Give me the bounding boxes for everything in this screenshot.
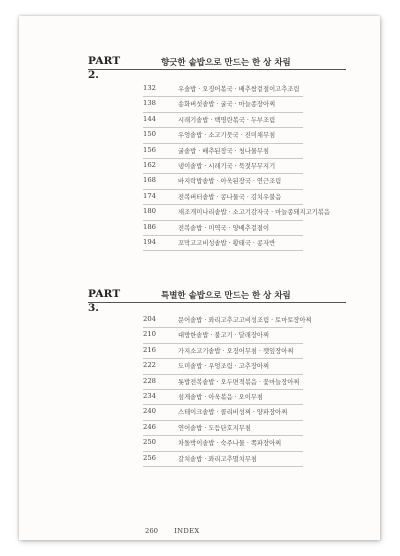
toc-page-number: 144 <box>143 114 156 123</box>
toc-page-number: 234 <box>143 391 156 400</box>
part-rule <box>88 69 346 70</box>
part-number: 3. <box>88 302 99 314</box>
toc-page-number: 222 <box>143 361 156 370</box>
toc-page-number: 186 <box>143 222 156 231</box>
toc-entry-title: 시래기솥밥 · 백명란볶국 · 두부조림 <box>178 116 276 124</box>
row-rule <box>143 250 303 251</box>
toc-page-number: 132 <box>143 84 156 92</box>
toc-row <box>143 174 303 189</box>
toc-page-number: 180 <box>143 207 156 216</box>
toc-page-number: 156 <box>143 145 156 154</box>
toc-entry-title: 문어솥밥 · 꽈리고추고고비성조림 · 토마토장아찌 <box>178 317 312 324</box>
toc-entry-title: 바지락밥솥밥 · 아욱된장국 · 연근조림 <box>178 178 282 186</box>
toc-page-number: 150 <box>143 130 156 139</box>
toc-page-number: 168 <box>143 176 156 185</box>
toc-entry-title: 냉이솥밥 · 시래기국 · 묵젓무무지기 <box>178 162 276 170</box>
part-rule <box>88 302 346 303</box>
toc-row <box>143 328 303 343</box>
toc-row <box>143 344 303 359</box>
toc-row <box>143 159 303 174</box>
toc-entry-title: 굴솥밥 · 배추된장국 · 청나물무침 <box>178 147 270 155</box>
toc-page-number: 194 <box>143 237 156 246</box>
toc-page-number: 204 <box>143 315 156 323</box>
toc-row <box>143 144 303 159</box>
toc-page-number: 162 <box>143 160 156 169</box>
part-title: 특별한 솥밥으로 만드는 한 상 차림 <box>161 291 291 301</box>
toc-page-number: 228 <box>143 376 156 385</box>
toc-entry-title: 톳밥전복솥밥 · 오두면적볶음 · 꽃마늘장아찌 <box>178 378 300 386</box>
toc-row <box>143 421 303 436</box>
part-3-toc <box>143 313 312 467</box>
toc-page-number: 250 <box>143 438 156 447</box>
toc-entry-title: 꼬막고고비성솥밥 · 황태국 · 콩자반 <box>178 239 276 247</box>
toc-page-number: 256 <box>143 453 156 462</box>
toc-page-number: 216 <box>143 345 156 354</box>
toc-row <box>143 113 303 128</box>
part-3-header <box>88 288 348 316</box>
toc-entry-title: 송화버섯솥밥 · 굴국 · 마늘종장아찌 <box>178 101 276 109</box>
toc-entry-title: 전복버터솥밥 · 콩나물국 · 김치우불음 <box>178 193 282 201</box>
toc-row <box>143 236 303 251</box>
toc-page-number: 240 <box>143 407 156 416</box>
toc-entry-title: 우엉솥밥 · 소고기뭇국 · 진미채무침 <box>178 132 276 140</box>
toc-entry-title: 우솔밥 · 오징어볶국 · 배추쌈겉절이고추조림 <box>178 86 300 93</box>
toc-page-number: 174 <box>143 191 156 200</box>
part-2-toc <box>143 82 330 251</box>
toc-row <box>143 390 303 405</box>
toc-page-number: 138 <box>143 99 156 108</box>
toc-row <box>143 221 303 236</box>
row-rule <box>143 466 303 467</box>
toc-entry-title: 스테이크솥밥 · 콜리비성찌 · 양파장아찌 <box>178 409 288 417</box>
toc-entry-title: 차돌박이솥밥 · 숙주나물 · 쪽파장아찌 <box>178 440 282 448</box>
toc-row <box>143 313 312 328</box>
toc-row <box>143 359 303 374</box>
toc-row <box>143 128 303 143</box>
toc-entry-title: 대방한솥밥 · 불고기 · 달래장아찌 <box>178 332 270 340</box>
toc-row <box>143 452 303 467</box>
footer-label: INDEX <box>174 527 200 535</box>
toc-row <box>143 375 303 390</box>
toc-entry-title: 섬게솥밥 · 아욱볶음 · 오이무침 <box>178 393 264 401</box>
toc-entry-title: 가지소고기솥밥 · 오징어무침 · 깻잎장아찌 <box>178 347 294 355</box>
part-number: 2. <box>88 69 99 81</box>
toc-page-number: 210 <box>143 330 156 339</box>
footer-page-number: 260 <box>145 527 158 535</box>
toc-row <box>143 82 303 97</box>
book-page <box>19 16 380 540</box>
toc-entry-title: 도미솥밥 · 우엉조림 · 고추장아찌 <box>178 363 270 371</box>
part-label: PART <box>88 288 121 300</box>
part-title: 향긋한 솥밥으로 만드는 한 상 차림 <box>161 58 291 68</box>
toc-entry-title: 전복솥밥 · 미역국 · 양배추겉절이 <box>178 224 270 232</box>
toc-entry-title: 갈치솥밥 · 꽈리고추멸치무침 <box>178 455 257 463</box>
toc-row <box>143 405 303 420</box>
toc-row <box>143 436 303 451</box>
toc-entry-title: 연어솥밥 · 도듬단호지무침 <box>178 424 251 432</box>
part-label: PART <box>88 55 121 67</box>
toc-page-number: 246 <box>143 422 156 431</box>
toc-row <box>143 97 303 112</box>
toc-row <box>143 190 303 205</box>
page-footer <box>145 527 200 535</box>
toc-row <box>143 205 330 220</box>
part-2-header <box>88 55 348 83</box>
toc-entry-title: 새조개미나리솥밥 · 소고기감자국 · 마늘종돼지고기볶음 <box>178 209 330 217</box>
